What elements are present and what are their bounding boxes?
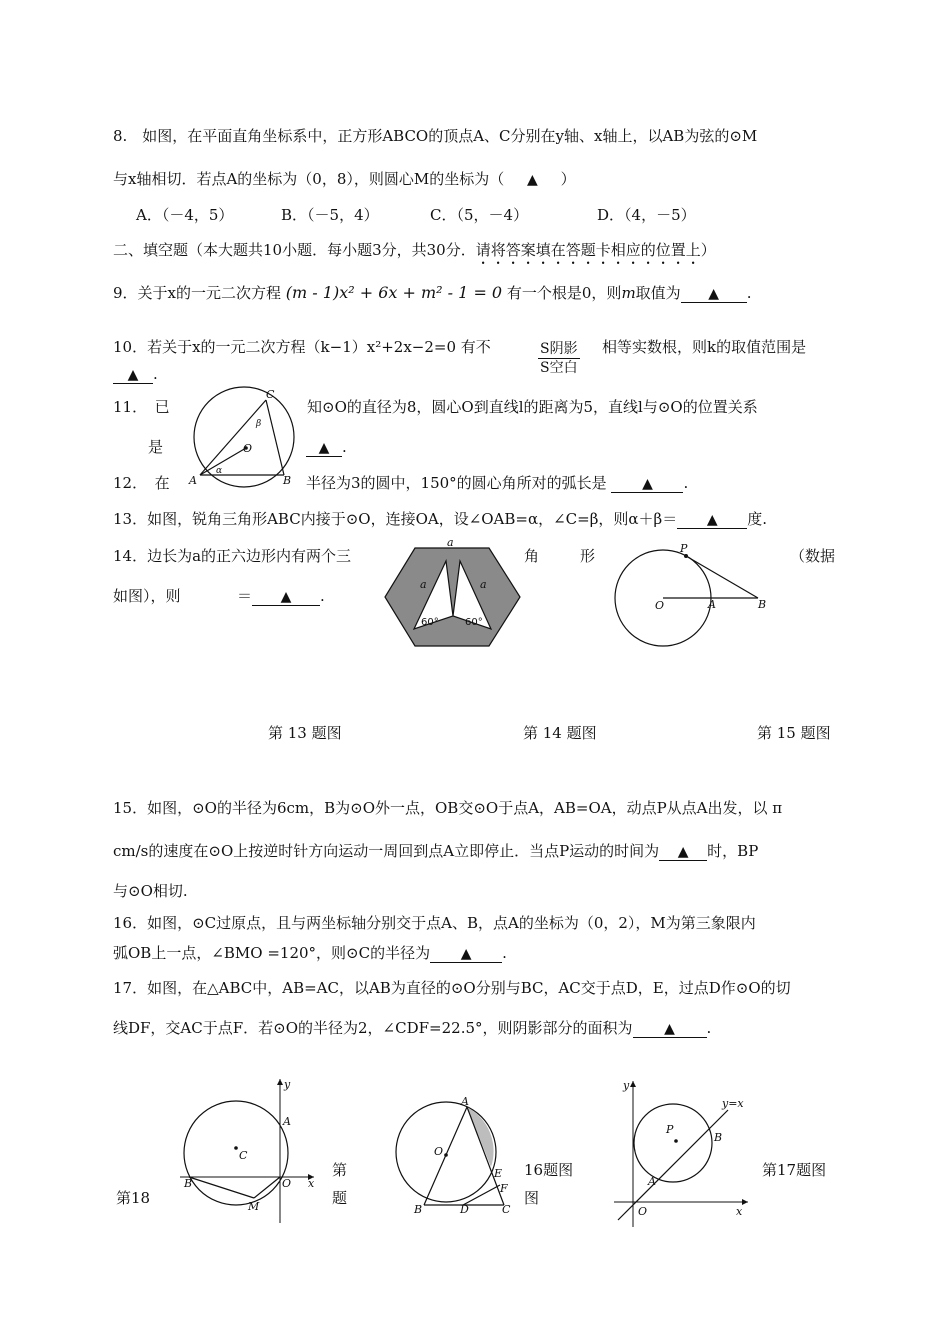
label-a-right: a [480,578,487,591]
shade-ratio-fraction [538,340,580,377]
label-60-left: 60° [421,617,439,628]
q8-line1: 8. 如图，在平面直角坐标系中，正方形ABCO的顶点A、C分别在y轴、x轴上，以AB为弦的⊙M [113,127,758,145]
label-B: B [758,598,767,611]
label-C: C [239,1149,248,1162]
caption-bottom-3: 第17题图 [762,1161,827,1179]
answer-triangle: ▲ [460,946,472,962]
q8-option-a: A．（－4，5） [136,206,234,224]
label-y: y [284,1078,291,1091]
figure-q14-hexagon [383,537,523,653]
label-D: D [460,1203,469,1215]
q15-line2-text: cm/s的速度在⊙O上按逆时针方向运动一周回到点A立即停止．当点P运动的时间为 [113,842,660,860]
section2-close: ） [700,241,716,259]
q10-line2 [113,364,158,384]
label-a-left: a [420,578,427,591]
q16-line2-text: 弧OB上一点，∠BMO =120°，则⊙C的半径为 [113,944,431,962]
q11-end: . [342,438,347,456]
section2-emphasis: 请将答案填在答题卡相应的位置上 [475,241,701,259]
caption-q14: 第 14 题图 [523,724,597,742]
q8-line2 [113,169,576,190]
q17-answer-blank [633,1020,707,1038]
label-y-equals-x: y=x [722,1097,744,1110]
label-A: A [189,474,197,487]
label-B: B [714,1131,723,1144]
q14-line2-text: 如图），则 [113,587,181,605]
q15-line1: 15．如图，⊙O的半径为6cm，B为⊙O外一点，OB交⊙O于点A，AB=OA，动点P从点A出发，以 π [113,799,783,817]
q15-line3: 与⊙O相切. [113,882,188,900]
caption-bottom-2b: 图 [524,1189,540,1207]
q14-mid1: 角 [524,547,540,565]
q8-line2-text: 与x轴相切．若点A的坐标为（0，8），则圆心M的坐标为（ [113,170,505,188]
label-F: F [500,1182,508,1195]
q14-answer [237,586,325,606]
q14-post: （数据 [790,547,836,565]
label-O: O [434,1145,444,1158]
caption-q13: 第 13 题图 [268,724,342,742]
q13-end: 度. [747,510,767,528]
label-O: O [638,1205,648,1218]
q8-option-c: C．（5，－4） [430,206,529,224]
q12-pre: 12． 在 [113,474,170,492]
q14-end: . [320,587,325,605]
label-y: y [623,1079,630,1092]
q12-line [306,473,688,493]
caption-bottom-1b: 第 [332,1161,348,1179]
figure-q13-circle [186,386,306,488]
caption-bottom-1c: 题 [332,1189,348,1207]
label-P: P [666,1123,674,1136]
q13-answer-blank [677,511,747,529]
q13-line [113,509,767,529]
q9-post2: 取值为 [635,284,681,302]
label-O: O [655,599,665,612]
figure-q18-line-circle [610,1075,750,1230]
q9-post: 有一个根是0，则 [506,284,622,302]
q8-line2-end: ） [560,170,576,188]
label-B: B [184,1177,193,1190]
q9-answer-blank [681,285,747,303]
q15-line2 [113,841,758,861]
q16-answer-blank [430,945,502,963]
label-A: A [283,1115,291,1128]
label-A: A [648,1175,656,1188]
q10-line1: 10．若关于x的一元二次方程（k−1）x²+2x−2=0 有不 [113,338,491,356]
label-O: O [243,442,253,455]
answer-triangle: ▲ [664,1021,675,1037]
section2-heading [113,240,716,268]
fraction-denominator: S空白 [540,360,578,376]
q17-end: . [706,1019,712,1037]
label-a-top: a [447,537,454,549]
q14-mid2: 形 [580,547,596,565]
q11-post: 知⊙O的直径为8，圆心O到直线l的距离为5，直线l与⊙O的位置关系 [307,398,758,416]
label-B: B [414,1203,423,1215]
q12-post: 半径为3的圆中，150°的圆心角所对的弧长是 [306,474,607,492]
label-alpha: α [216,466,223,476]
q9-end: . [746,284,752,302]
q13-text: 13．如图，锐角三角形ABC内接于⊙O，连接OA，设∠OAB=α，∠C=β，则α＋β＝ [113,510,678,528]
label-M: M [248,1200,260,1213]
label-P: P [680,542,688,555]
answer-triangle: ▲ [280,589,292,605]
caption-q15: 第 15 题图 [757,724,831,742]
label-B: B [283,474,292,487]
section2-text: 二、填空题（本大题共10小题．每小题3分，共30分． [113,241,476,259]
label-E: E [494,1167,503,1180]
q16-line1: 16．如图，⊙C过原点，且与两坐标轴分别交于点A、B，点A的坐标为（0，2），M为第三象限内 [113,914,756,932]
answer-triangle: ▲ [318,440,330,456]
q11-is: 是 [148,438,164,456]
q11-answer [306,437,347,457]
q12-end: . [683,474,689,492]
q9-var: m [621,284,636,302]
q16-line2 [113,943,507,963]
label-x: x [308,1177,315,1190]
q9-equation: (m - 1)x² + 6x + m² - 1 = 0 [285,283,503,302]
q10-line1-post: 相等实数根，则k的取值范围是 [602,338,807,356]
q11-answer-blank [306,439,342,457]
q9-pre: 9．关于x的一元二次方程 [113,284,282,302]
answer-triangle: ▲ [677,844,689,860]
q11-pre: 11． 已 [113,398,170,416]
q9-line [113,283,751,303]
answer-triangle: ▲ [642,476,653,492]
label-O: O [282,1177,292,1190]
q17-line2-text: 线DF，交AC于点F．若⊙O的半径为2，∠CDF=22.5°，则阴影部分的面积为 [113,1019,633,1037]
answer-triangle: ▲ [706,512,718,528]
q17-line2 [113,1018,711,1038]
fraction-numerator: S阴影 [540,341,578,357]
q10-answer-blank [113,366,153,384]
caption-bottom-2a: 16题图 [524,1161,574,1179]
label-C: C [502,1203,511,1215]
q14-line2 [113,586,181,606]
q14-eq: ＝ [237,587,253,605]
q16-end: . [502,944,507,962]
figure-q17-triangle-circle [394,1095,520,1215]
q17-line1: 17．如图，在△ABC中，AB=AC，以AB为直径的⊙O分别与BC，AC交于点D，E，过点D作⊙O的切 [113,979,791,997]
q12-answer-blank [611,475,683,493]
figure-q16-coordinate-circle [176,1075,326,1225]
q15-answer-blank [659,843,707,861]
answer-triangle: ▲ [708,286,720,302]
q11-line2 [148,437,163,457]
label-60-right: 60° [465,617,483,628]
label-A: A [708,598,716,611]
answer-triangle: ▲ [527,172,538,188]
q8-option-d: D．（4，－5） [597,206,696,224]
label-beta: β [256,419,262,429]
q14-pre: 14．边长为a的正六边形内有两个三 [113,547,352,565]
figure-q15-tangent [608,540,778,648]
q14-answer-blank [252,588,320,606]
q15-line2-end: 时，BP [707,842,759,860]
label-A: A [461,1095,469,1108]
label-C: C [266,388,275,401]
caption-bottom-1a: 第18 [116,1189,151,1207]
q8-option-b: B．（－5，4） [281,206,379,224]
label-x: x [736,1205,743,1218]
q10-end: . [153,365,158,383]
answer-triangle: ▲ [127,367,139,383]
